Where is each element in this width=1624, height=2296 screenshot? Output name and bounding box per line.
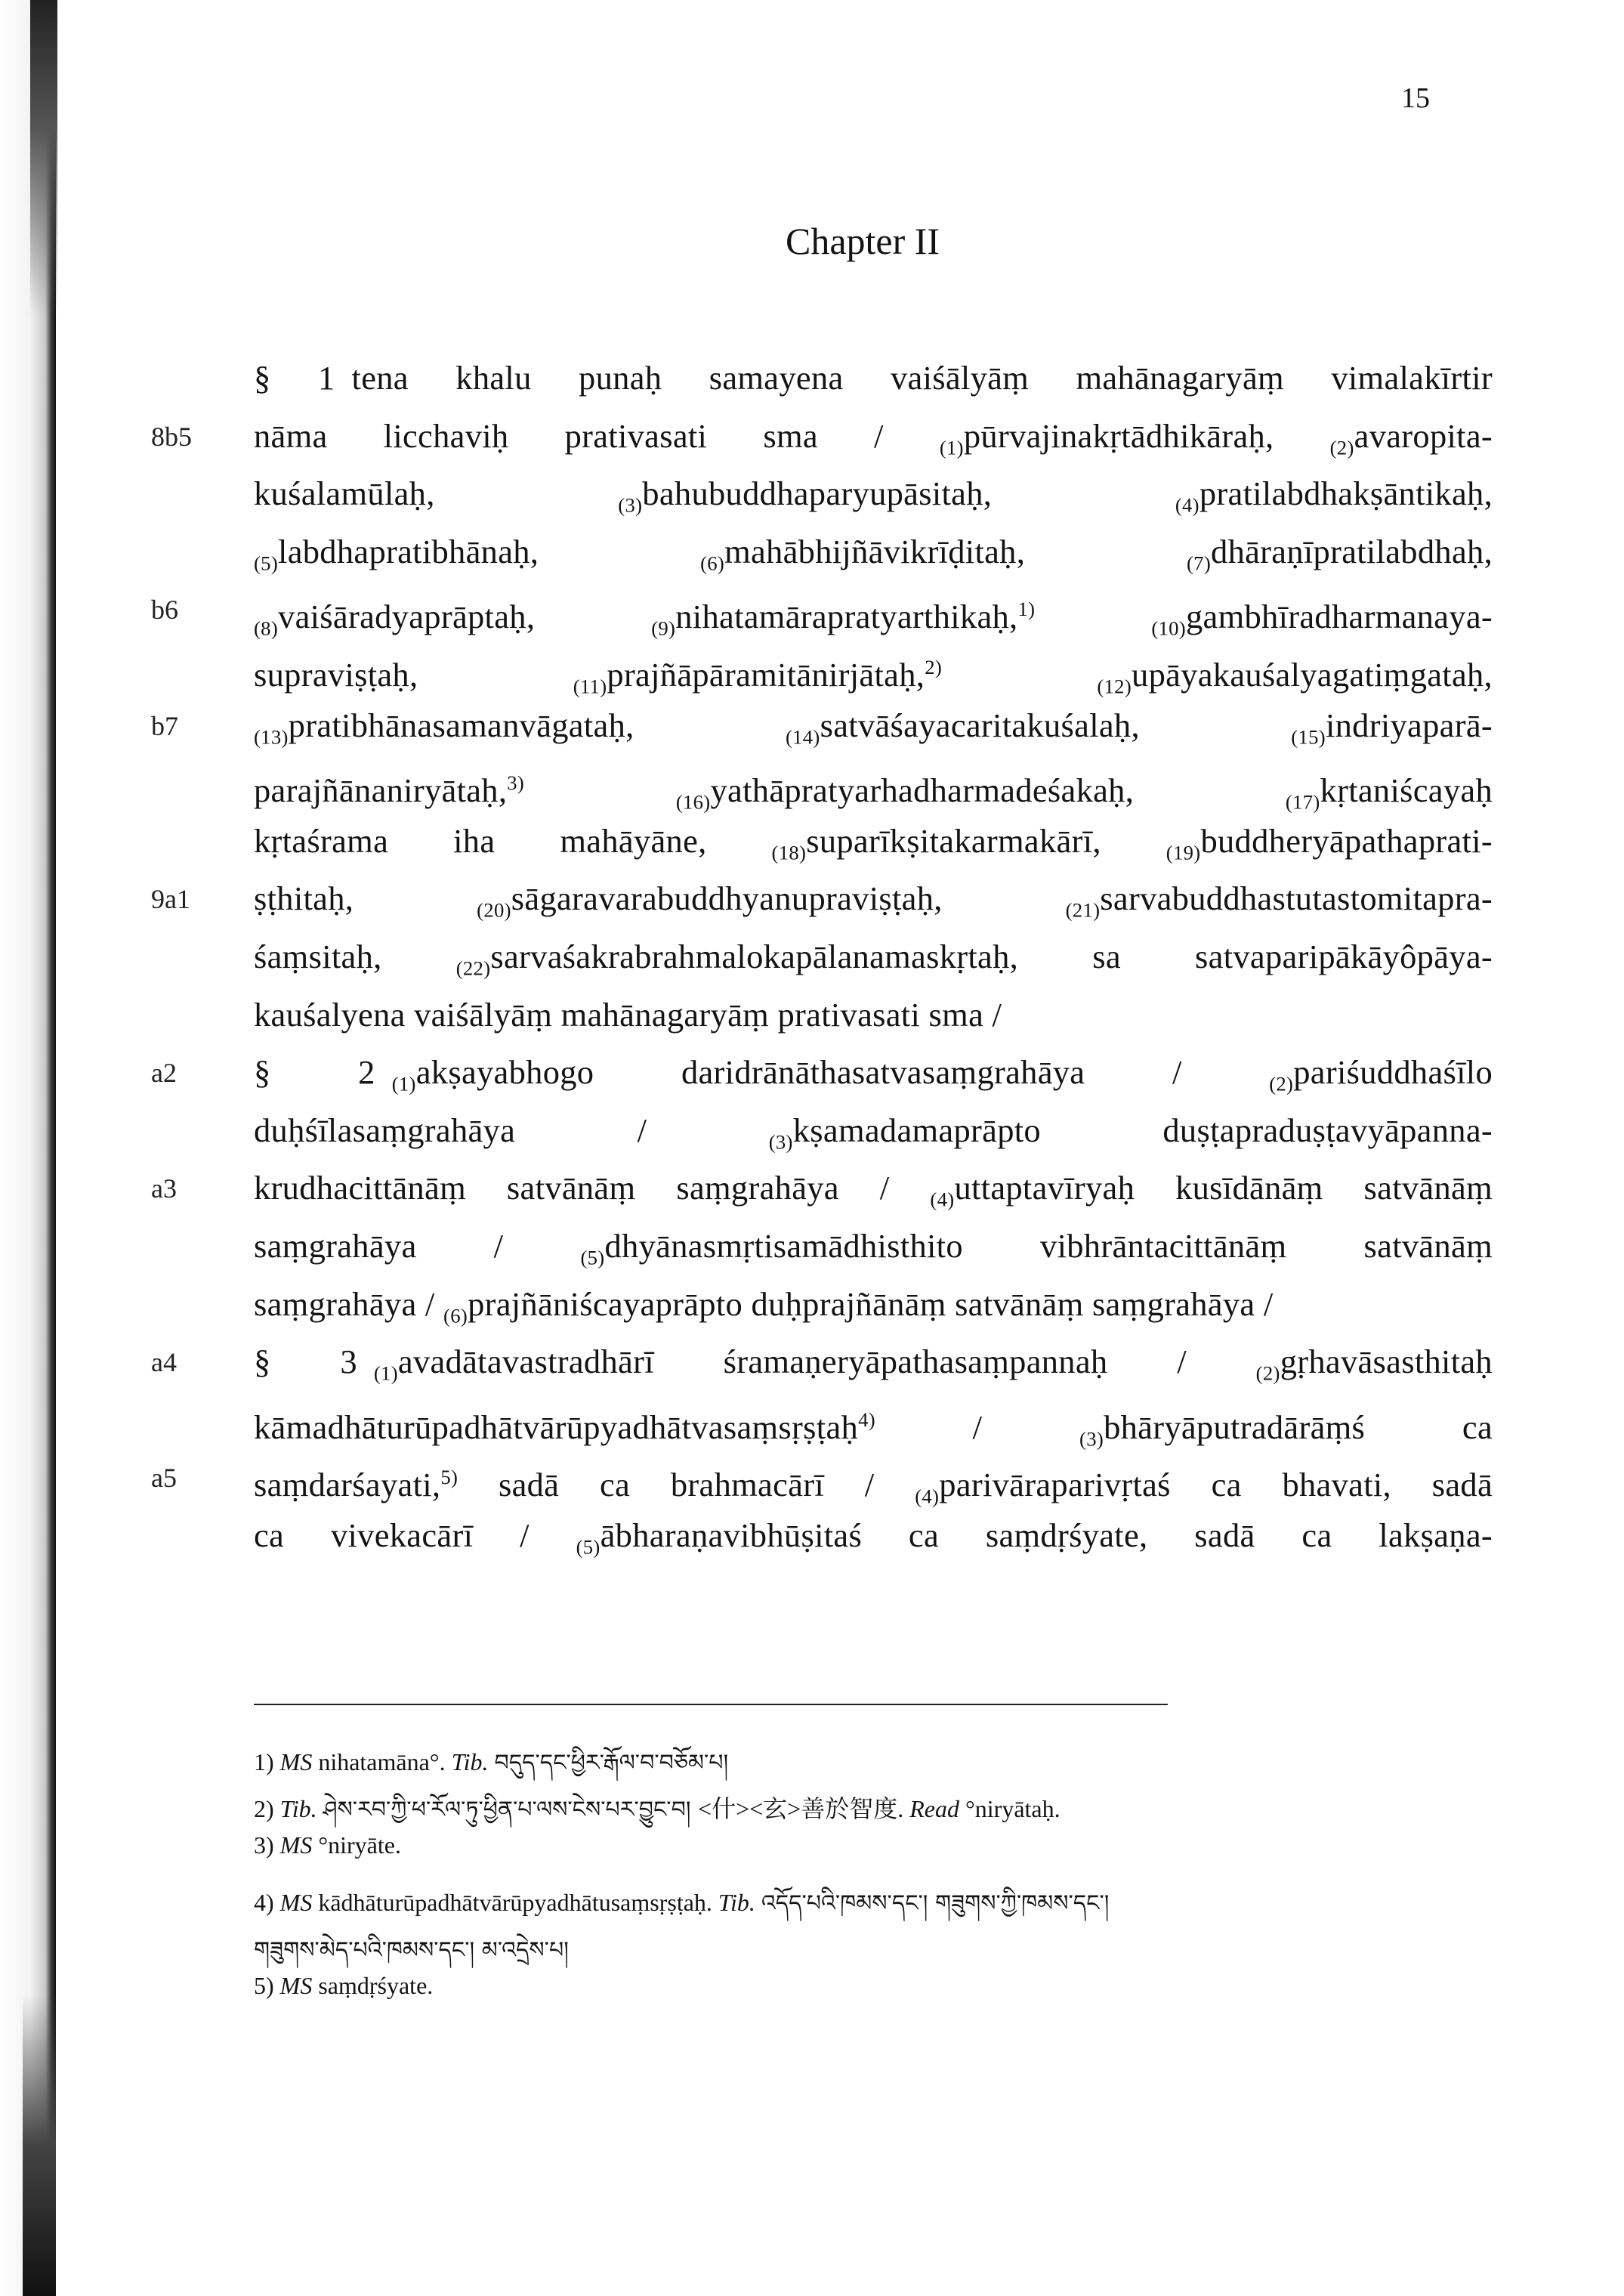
footnote [254, 1972, 433, 2000]
tibetan-text: བདུད་དང་ཕྱིར་རྒོལ་བ་བཅོམ་པ། [494, 1750, 729, 1776]
line-content: $_{(5)}$labdhapratibhānaḥ, $_{(6)}$mahābhijñāvikrīḍitaḥ, $_{(7)}$dhāraṇīpratilabdhaḥ, [254, 532, 1493, 575]
footnote-label: Tib. [718, 1889, 761, 1916]
text-line [254, 876, 1493, 932]
line-content: kauśalyena vaiśālyāṃ mahānagaryāṃ prativasati sma / [254, 995, 1002, 1034]
footnote-number: 4) [254, 1889, 280, 1916]
footnote-label: MS [279, 1748, 319, 1775]
line-content: krudhacittānāṃ satvānāṃ saṃgrahāya / $_{(4)}$uttaptavīryaḥ kusīdānāṃ satvānāṃ [254, 1169, 1493, 1211]
line-content: $_{(1)}$avadātavastradhārī śramaṇeryāpathasaṃpannaḥ / $_{(2)}$gṛhavāsasthitaḥ [373, 1343, 1493, 1385]
footnote-label: Tib. [279, 1795, 323, 1822]
text-line [254, 1339, 1493, 1395]
footnote-number: 5) [254, 1972, 280, 1999]
scan-shadow-edge [0, 0, 56, 2296]
footnote-text: nihatamāna°. [318, 1748, 452, 1775]
text-line [254, 413, 1493, 470]
line-content: ṣṭhitaḥ, $_{(20)}$sāgaravarabuddhyanupraviṣṭaḥ, $_{(21)}$sarvabuddhastutastomitapra- [254, 879, 1493, 922]
text-line [254, 1049, 1493, 1106]
line-content: ca vivekacārī / $_{(5)}$ābharaṇavibhūṣitaś ca saṃdṛśyate, sadā ca lakṣaṇa- [254, 1516, 1493, 1559]
footnote-rule [254, 1704, 1168, 1705]
text-line [254, 934, 1493, 990]
line-content: $_{(8)}$vaiśāradyaprāptaḥ, $_{(9)}$nihatamārapratyarthikaḥ,$^{1)}$ $_{(10)}$gambhīradharmanaya- [254, 598, 1493, 640]
margin-note: 8b5 [151, 421, 192, 452]
text-line [254, 644, 1493, 709]
text-line [254, 760, 1493, 824]
footnote-text: <什><玄>善於智度. [698, 1795, 910, 1822]
text-line [254, 1397, 1493, 1461]
footnote-text: °niryāte. [318, 1831, 401, 1859]
footnote-text: °niryātaḥ. [965, 1795, 1061, 1822]
margin-note: a5 [151, 1463, 177, 1494]
footnote-label: Read [909, 1795, 965, 1822]
margin-note: b7 [151, 710, 178, 741]
text-line [254, 471, 1493, 527]
text-line [254, 1108, 1493, 1164]
text-line [254, 529, 1493, 586]
footnote-number: 1) [254, 1748, 280, 1775]
line-content: saṃgrahāya / $_{(5)}$dhyānasmṛtisamādhisthito vibhrāntacittānāṃ satvānāṃ [254, 1227, 1493, 1269]
line-content: nāma licchaviḥ prativasati sma / $_{(1)}$pūrvajinakṛtādhikāraḥ, $_{(2)}$avaropita- [254, 416, 1493, 459]
text-line [254, 355, 1493, 400]
margin-note: b6 [151, 595, 178, 626]
footnote-label: Tib. [451, 1748, 495, 1775]
line-content: kuśalamūlaḥ, $_{(3)}$bahubuddhaparyupāsitaḥ, $_{(4)}$pratilabdhakṣāntikaḥ, [254, 474, 1493, 517]
margin-note: a3 [151, 1173, 177, 1204]
tibetan-text: འདོད་པའི་ཁམས་དང་། གཟུགས་ཀྱི་ཁམས་དང་། [761, 1890, 1110, 1917]
line-content: duḥśīlasaṃgrahāya / $_{(3)}$kṣamadamaprāpto duṣṭapraduṣṭavyāpanna- [254, 1111, 1493, 1154]
footnote-text: kādhāturūpadhātvārūpyadhātusaṃsṛṣṭaḥ. [318, 1889, 718, 1916]
footnote-number: 3) [254, 1831, 280, 1859]
text-line [254, 703, 1493, 759]
line-content: kṛtaśrama iha mahāyāne, $_{(18)}$suparīkṣitakarmakārī, $_{(19)}$buddheryāpathaprati- [254, 821, 1493, 864]
scan-shadow-top [30, 0, 57, 317]
scan-shadow-bottom [23, 1995, 56, 2296]
text-line [254, 818, 1493, 875]
text-line [254, 992, 1493, 1037]
footnote-text: saṃdṛśyate. [318, 1972, 434, 1999]
footnote [254, 1831, 401, 1859]
text-line [254, 1513, 1493, 1569]
text-line [254, 1223, 1493, 1280]
line-content: tena khalu punaḥ samayena vaiśālyāṃ mahānagaryāṃ vimalakīrtir [351, 359, 1493, 397]
line-content: supraviṣṭaḥ, $_{(11)}$prajñāpāramitānirjātaḥ,$^{2)}$ $_{(12)}$upāyakauśalyagatiṃgataḥ, [254, 656, 1493, 698]
text-line [254, 1165, 1493, 1222]
section-mark: § 1 [254, 359, 335, 397]
margin-note: a2 [151, 1058, 177, 1089]
text-line [254, 586, 1493, 650]
tibetan-text: གཟུགས་མེད་པའི་ཁམས་དང་། མ་འདྲེས་པ། [254, 1937, 569, 1964]
text-line [254, 1454, 1493, 1519]
line-content: kāmadhāturūpadhātvārūpyadhātvasaṃsṛṣṭaḥ$^{4)}$ / $_{(3)}$bhāryāputradārāṃś ca [254, 1408, 1493, 1451]
tibetan-text: ཤེས་རབ་ཀྱི་ཕ་རོལ་ཏུ་ཕྱིན་པ་ལས་ངེས་པར་བྱུང་བ། [323, 1797, 699, 1823]
footnote-number: 2) [254, 1795, 280, 1822]
footnote-label: MS [279, 1889, 319, 1916]
section-mark: § 2 [254, 1053, 375, 1092]
chapter-title: Chapter II [786, 220, 940, 262]
margin-note: 9a1 [151, 884, 190, 915]
line-content: saṃdarśayati,$^{5)}$ sadā ca brahmacārī / $_{(4)}$parivāraparivṛtaś ca bhavati, sadā [254, 1466, 1493, 1508]
line-content: parajñānaniryātaḥ,$^{3)}$ $_{(16)}$yathāpratyarhadharmadeśakaḥ, $_{(17)}$kṛtaniścayaḥ [254, 771, 1493, 814]
line-content: śaṃsitaḥ, $_{(22)}$sarvaśakrabrahmalokapālanamaskṛtaḥ, sa satvaparipākāyôpāya- [254, 938, 1493, 980]
section-mark: § 3 [254, 1343, 357, 1381]
footnote-label: MS [279, 1972, 319, 1999]
line-content: saṃgrahāya / $_{(6)}$prajñāniścayaprāpto duḥprajñānāṃ satvānāṃ saṃgrahāya / [254, 1284, 1274, 1327]
text-line [254, 1281, 1493, 1338]
line-content: $_{(1)}$akṣayabhogo daridrānāthasatvasaṃgrahāya / $_{(2)}$pariśuddhaśīlo [391, 1053, 1493, 1095]
page-number: 15 [1401, 82, 1430, 114]
footnote-label: MS [279, 1831, 319, 1859]
line-content: $_{(13)}$pratibhānasamanvāgataḥ, $_{(14)}$satvāśayacaritakuśalaḥ, $_{(15)}$indriyaparā- [254, 706, 1493, 748]
margin-note: a4 [151, 1347, 177, 1378]
